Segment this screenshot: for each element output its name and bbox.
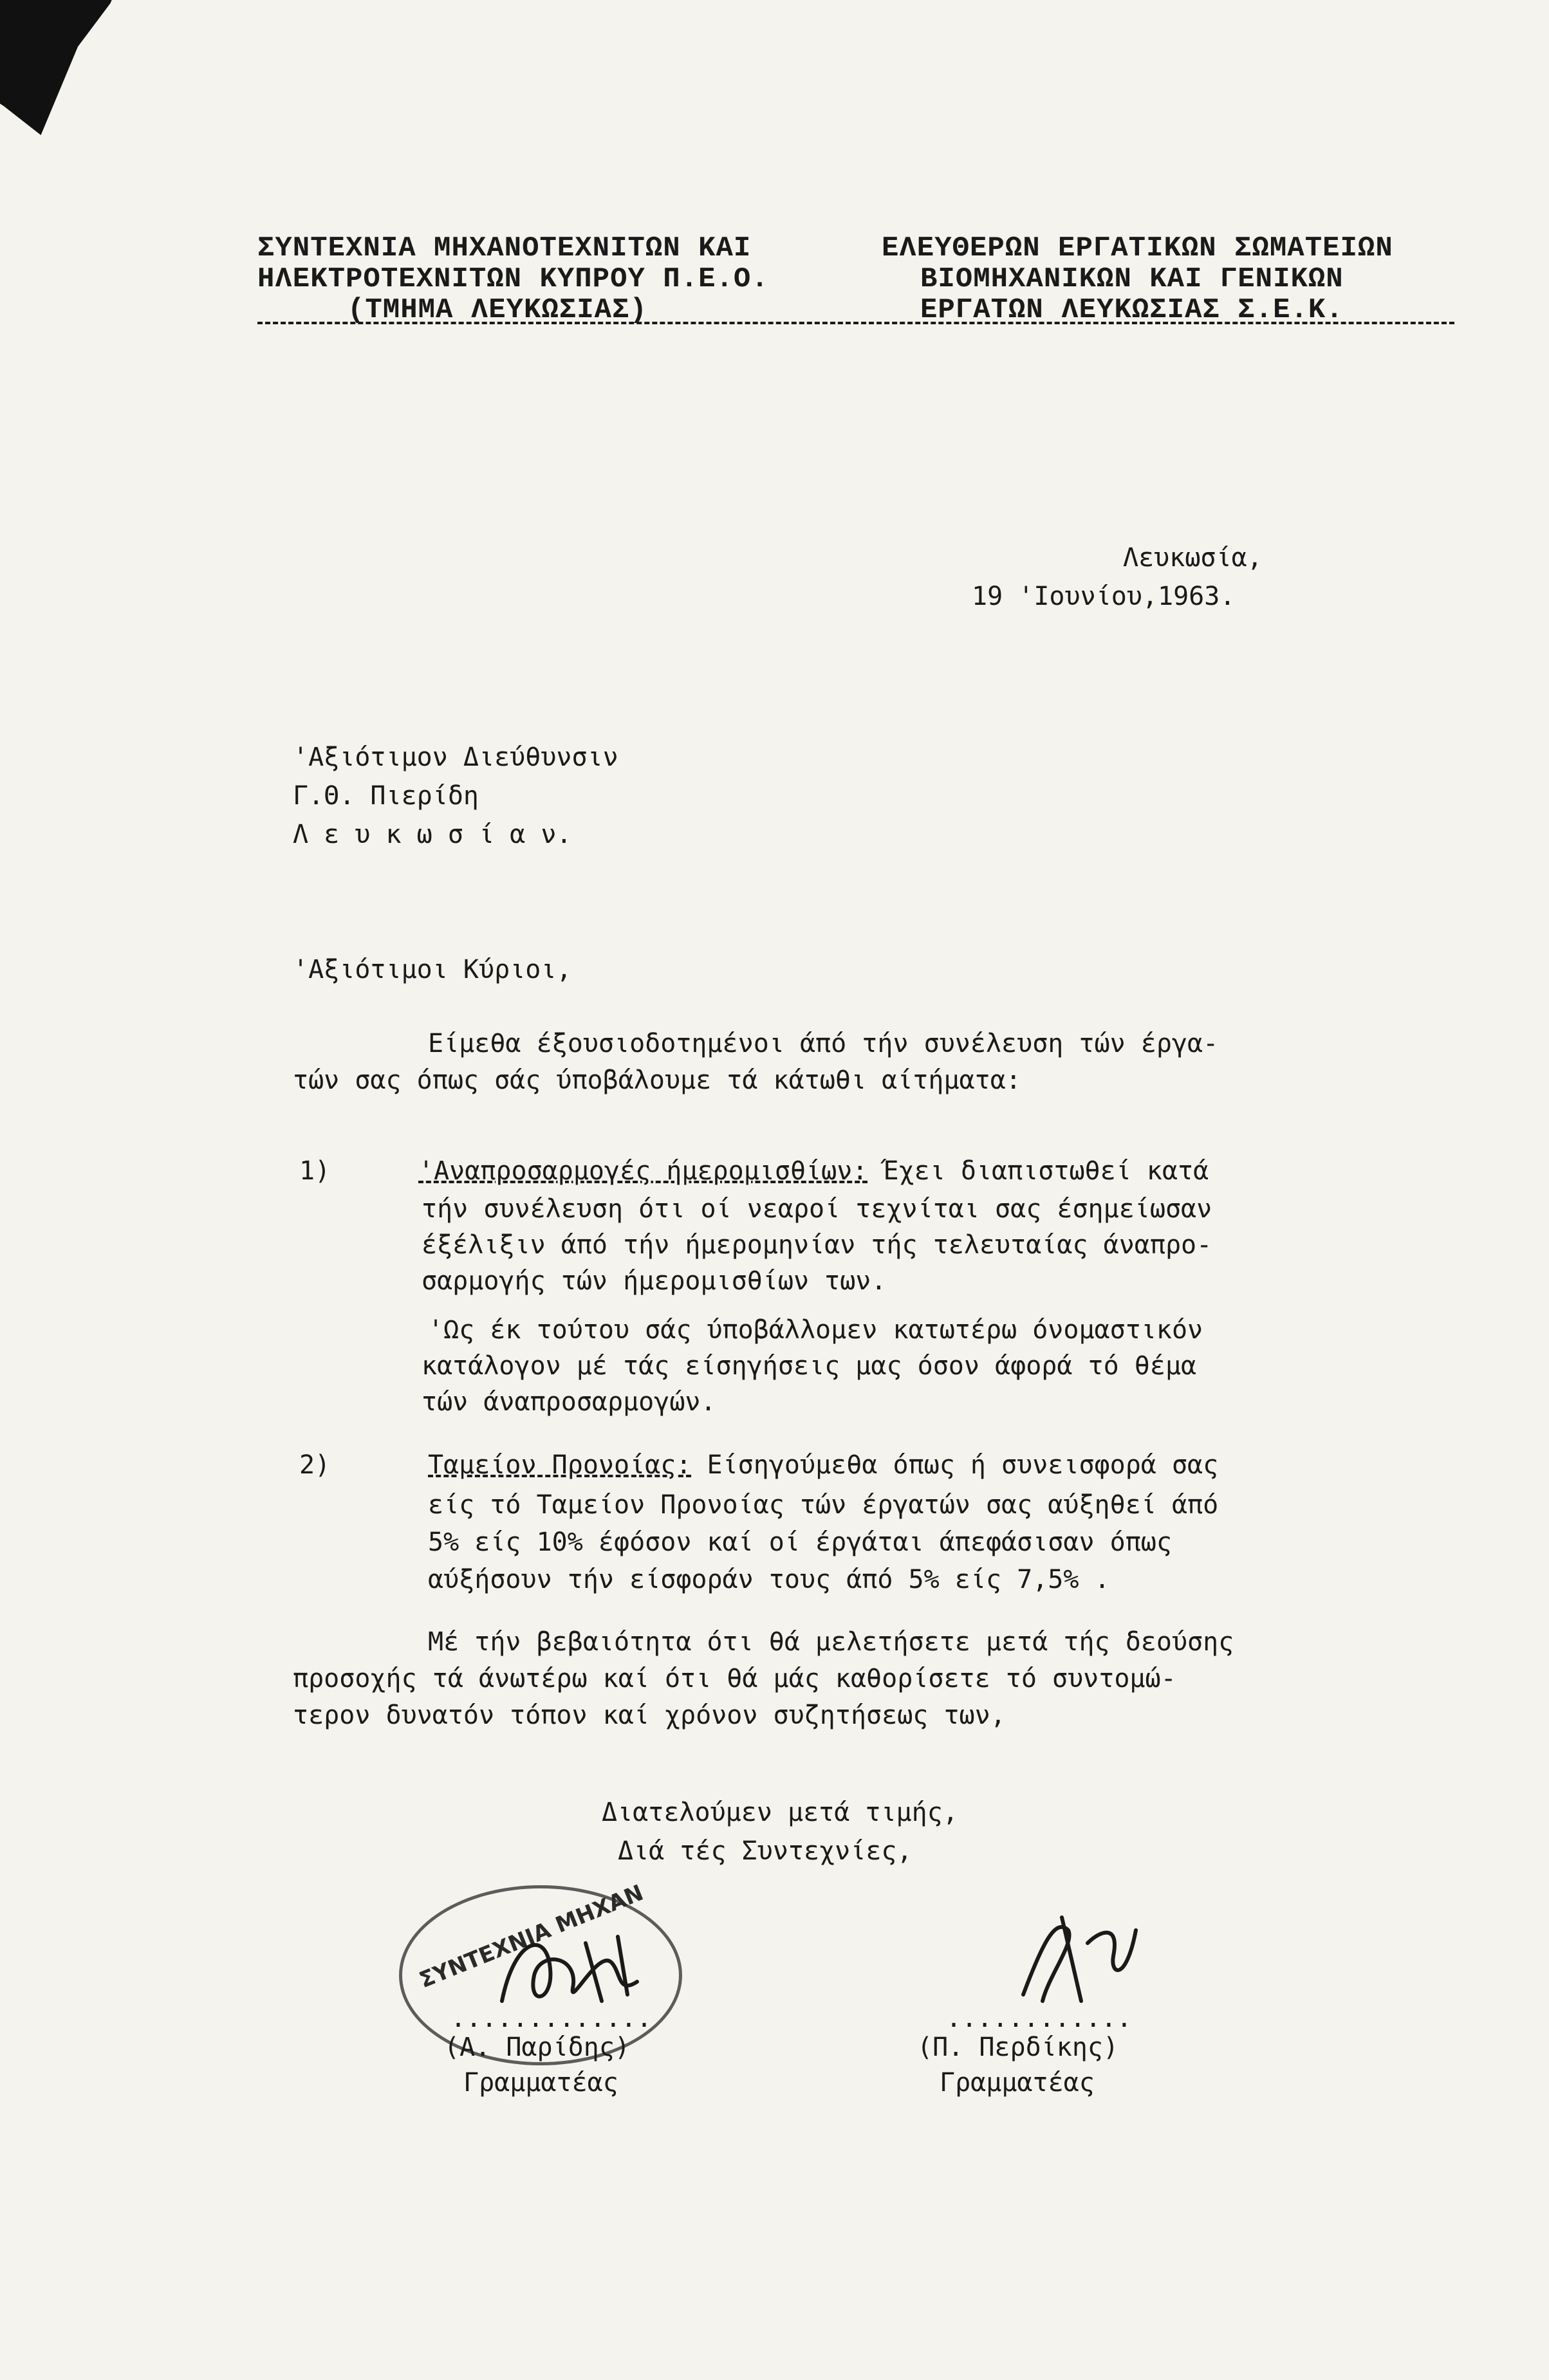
signature-right-title: Γραμματέας: [940, 2068, 1095, 2098]
letterhead-left-line-3: (ΤΜΗΜΑ ΛΕΥΚΩΣΙΑΣ): [348, 294, 647, 326]
point-2-line-2: 5% είς 10% έφόσον καί οί έργάται άπεφάσισαν όπως: [428, 1527, 1172, 1557]
closing-para-line-2: προσοχής τά άνωτέρω καί ότι θά μάς καθορίσετε τό συντομώ-: [293, 1664, 1176, 1693]
stamp-text: ΣΥΝΤΕΧΝΙΑ ΜΗΧΑΝ: [416, 1879, 647, 1994]
letterhead-right-line-3: ΕΡΓΑΤΩΝ ΛΕΥΚΩΣΙΑΣ Σ.Ε.Κ.: [920, 294, 1344, 326]
point-2-heading-line: [428, 1448, 1218, 1482]
point-2-line-3: αύξήσουν τήν είσφοράν τους άπό 5% είς 7,5% .: [428, 1565, 1110, 1594]
point-1-heading: 'Αναπροσαρμογές ήμερομισθίων:: [418, 1156, 868, 1186]
point-1-line-2: έξέλιξιν άπό τήν ήμερομηνίαν τής τελευταίας άναπρο-: [422, 1230, 1212, 1260]
date-place: Λευκωσία,: [1123, 543, 1263, 573]
point-2-line-1: είς τό Ταμείον Προνοίας τών έργατών σας αύξηθεί άπό: [428, 1490, 1219, 1520]
point-1-line-3: σαρμογής τών ήμερομισθίων των.: [422, 1266, 887, 1296]
recipient-line-2: Γ.Θ. Πιερίδη: [293, 781, 479, 811]
letterhead-right: [882, 233, 1393, 326]
point-1-line-1: τήν συνέλευση ότι οί νεαροί τεχνίται σας έσημείωσαν: [422, 1194, 1212, 1224]
signature-right-name: (Π. Περδίκης): [917, 2033, 1119, 2062]
point-1-first: Έχει διαπιστωθεί κατά: [883, 1156, 1209, 1186]
date-text: 19 'Ιουνίου,1963.: [972, 582, 1236, 611]
point-1-line-4: 'Ως έκ τούτου σάς ύποβάλλομεν κατωτέρω όνομαστικόν: [428, 1315, 1203, 1345]
signature-left-dots: .............: [450, 2004, 653, 2033]
signature-right-dots: ............: [946, 2004, 1132, 2033]
intro-line-1: Είμεθα έξουσιοδοτημένοι άπό τήν συνέλευση τών έργα-: [428, 1029, 1219, 1058]
ink-blot-mark: [0, 0, 122, 135]
point-1-line-6: τών άναπροσαρμογών.: [422, 1387, 716, 1417]
point-1-number: 1): [299, 1156, 331, 1186]
point-2-heading: Ταμείον Προνοίας:: [428, 1450, 692, 1480]
recipient-line-3: Λ ε υ κ ω σ ί α ν.: [293, 820, 572, 849]
letterhead-left: [257, 233, 769, 326]
signature-left-title: Γραμματέας: [463, 2068, 618, 2098]
letterhead-left-line-1: ΣΥΝΤΕΧΝΙΑ ΜΗΧΑΝΟΤΕΧΝΙΤΩΝ ΚΑΙ: [257, 232, 752, 264]
point-1-heading-line: [418, 1154, 1209, 1188]
letterhead-left-line-2: ΗΛΕΚΤΡΟΤΕΧΝΙΤΩΝ ΚΥΠΡΟΥ Π.Ε.Ο.: [257, 263, 769, 295]
recipient-line-1: 'Αξιότιμον Διεύθυνσιν: [293, 743, 618, 772]
letterhead-rule: [257, 322, 1454, 324]
point-2-first: Είσηγούμεθα όπως ή συνεισφορά σας: [707, 1450, 1219, 1480]
signature-right: [1004, 1905, 1146, 2014]
closing-line-2: Διά τές Συντεχνίες,: [618, 1836, 913, 1866]
salutation: 'Αξιότιμοι Κύριοι,: [293, 955, 572, 984]
letterhead-right-line-1: ΕΛΕΥΘΕΡΩΝ ΕΡΓΑΤΙΚΩΝ ΣΩΜΑΤΕΙΩΝ: [882, 232, 1393, 264]
closing-para-line-3: τερον δυνατόν τόπον καί χρόνον συζητήσεως των,: [293, 1701, 1006, 1730]
letterhead-right-line-2: ΒΙΟΜΗΧΑΝΙΚΩΝ ΚΑΙ ΓΕΝΙΚΩΝ: [920, 263, 1344, 295]
closing-para-line-1: Μέ τήν βεβαιότητα ότι θά μελετήσετε μετά τής δεούσης: [428, 1627, 1234, 1657]
point-1-line-5: κατάλογον μέ τάς είσηγήσεις μας όσον άφορά τό θέμα: [422, 1351, 1197, 1381]
signature-left-name: (Α. Παρίδης): [444, 2033, 630, 2062]
closing-line-1: Διατελούμεν μετά τιμής,: [602, 1798, 958, 1827]
point-2-number: 2): [299, 1450, 331, 1480]
intro-line-2: τών σας όπως σάς ύποβάλουμε τά κάτωθι αίτήματα:: [293, 1065, 1021, 1095]
